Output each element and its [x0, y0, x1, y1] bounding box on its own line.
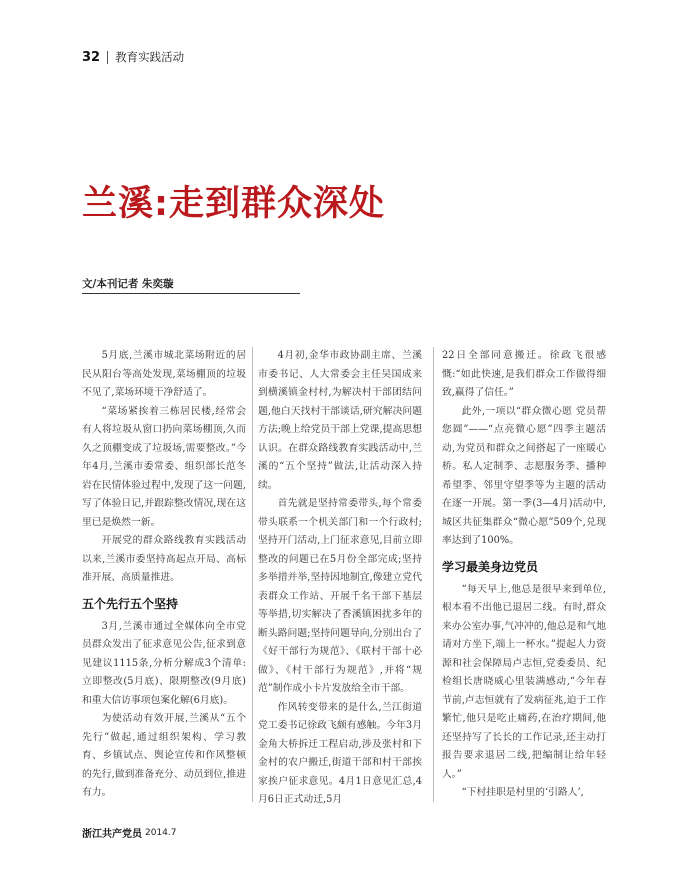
paragraph: 3月,兰溪市通过全媒体向全市党员群众发出了征求意见公告,征求到意见建议1115条,分析分解成3个清单:立即整改(5月底)、限期整改(9月底)和重大信访事项包案化解(6月底)。: [82, 620, 246, 706]
magazine-logo: 浙江共产党员: [82, 829, 142, 840]
paragraph: 开展党的群众路线教育实践活动以来,兰溪市委坚持高起点开局、高标准开展、高质量推进。: [82, 535, 246, 583]
article-column-1: [82, 347, 246, 803]
article-column-2: [258, 347, 422, 810]
paragraph: 作风转变带来的是什么,兰江街道党工委书记徐政飞颇有感触。今年3月金角大桥拆迁工程启动,涉及张村和下金村的农户搬迁,街道干部和村干部挨家挨户征求意见。4月1日意见汇总,4月6日正式动迁,5月: [258, 701, 422, 805]
paragraph: 4月初,金华市政协副主席、兰溪市委书记、人大常委会主任吴国成来到横溪镇金村村,为解决村干部团结问题,他白天找村干部谈话,研究解决问题方法;晚上给党员干部上党课,提高思想认识。在群众路线教育实践活动中,兰溪的“五个坚持”做法,让活动深入持续。: [258, 350, 422, 491]
column-divider: [433, 347, 434, 802]
page-header: [82, 47, 184, 67]
article-byline: 文/本刊记者 朱奕璇: [82, 278, 174, 290]
paragraph: 5月底,兰溪市城北菜场附近的居民从阳台等高处发现,菜场棚顶的垃圾不见了,菜场环境干净舒适了。: [82, 350, 246, 398]
page-number: 32: [82, 49, 101, 65]
byline-rule: [82, 293, 300, 294]
header-divider: [107, 51, 108, 64]
section-heading: 五个先行五个坚持: [82, 596, 179, 611]
paragraph: 首先就是坚持常委带头,每个常委带头联系一个机关部门和一个行政村;坚持开门活动,上门征求意见,目前立即整改的问题已在5月份全部完成;坚持多举措并举,坚持因地制宜,像建立党代表群众工作站、开展千名干部下基层等举措,切实解决了香溪镇困扰多年的断头路问题;坚持问题导向,分别出台了《好干部行为规范》、《联村干部十必做》、《村干部行为规范》,并将“规范”制作成小卡片发放给全市干部。: [258, 498, 422, 694]
paragraph: 22日全部同意搬迁。徐政飞很感慨:“如此快速,是我们群众工作做得细致,赢得了信任。”: [442, 350, 606, 398]
section-name: 教育实践活动: [115, 50, 185, 64]
issue-date: 2014.7: [145, 827, 177, 838]
section-heading: 学习最美身边党员: [442, 559, 539, 574]
column-divider: [252, 347, 253, 802]
article-column-3: [442, 347, 606, 803]
paragraph: “下村挂职是村里的‘引路人’,: [461, 787, 584, 798]
paragraph: 此外,一项以“群众微心愿 党员帮您圆”——“点亮微心愿”四季主题活动,为党员和群众之间搭起了一座暖心桥。私人定制季、志愿服务季、播种希望季、邻里守望季等为主题的活动在逐一开展。第一季(3—4月)活动中,城区共征集群众“微心愿”509个,兑现率达到了100%。: [442, 405, 606, 546]
paragraph: “每天早上,他总是很早来到单位,根本看不出他已退居二线。有时,群众来办公室办事,气冲冲的,他总是和气地请对方坐下,端上一杯水。”提起人力资源和社会保障局卢志恒,党委委员、纪检组长唐晓威心里装满感动,“今年春节前,卢志恒就有了发病征兆,迫于工作繁忙,他只是吃止痛药,在治疗期间,他还坚持写了长长的工作记录,还主动打报告要求退居二线,把编制让给年轻人。”: [442, 583, 606, 780]
article-title: 兰溪:走到群众深处: [82, 184, 385, 224]
paragraph: “菜场紧挨着三栋居民楼,经常会有人将垃圾从窗口扔向菜场棚顶,久而久之顶棚变成了垃圾场,需要整改。”今年4月,兰溪市委常委、组织部长范冬岩在民情体验过程中,发现了这一问题,写了体验日记,并跟踪整改情况,现在这里已是焕然一新。: [82, 405, 246, 528]
paragraph: 为使活动有效开展,兰溪从“五个先行”做起,通过组织架构、学习教育、乡镇试点、舆论宣传和作风整顿的先行,做到准备充分、动员到位,推进有力。: [82, 713, 246, 798]
page-footer: [82, 825, 177, 840]
